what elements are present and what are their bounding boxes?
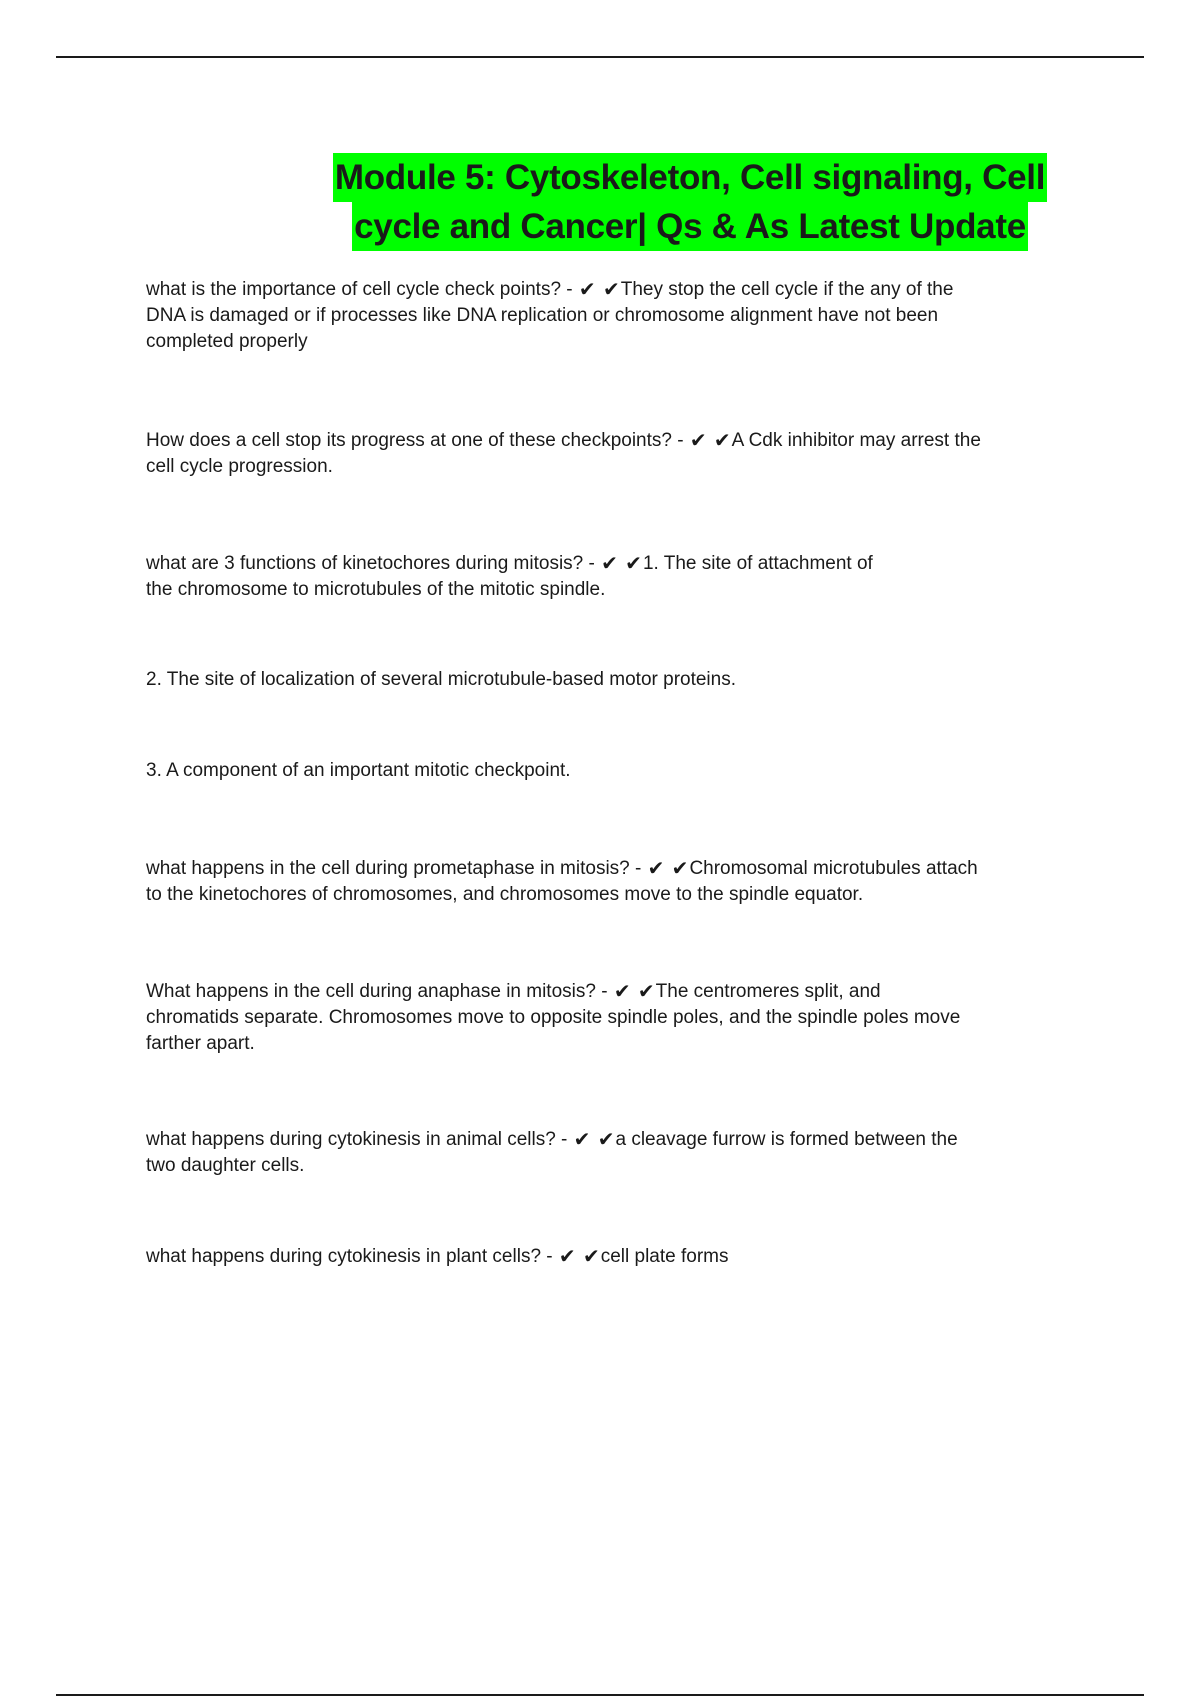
check-icon: ✔ <box>558 1244 576 1268</box>
qa-item-kinetochore-functions <box>146 551 873 603</box>
answer-text: cell plate forms <box>600 1246 729 1267</box>
qa-item-anaphase <box>146 979 960 1057</box>
answer-text: 3. A component of an important mitotic checkpoint. <box>146 760 571 781</box>
qa-item-cytokinesis-plant <box>146 1244 729 1270</box>
check-icon: ✔ <box>625 551 642 575</box>
answer-text: 1. The site of attachment of <box>642 553 873 574</box>
check-icon: ✔ <box>647 856 665 880</box>
question-text: what happens during cytokinesis in plant cells? - <box>146 1246 558 1267</box>
question-text: What happens in the cell during anaphase in mitosis? - <box>146 981 613 1002</box>
answer-text: They stop the cell cycle if the any of the <box>620 279 954 300</box>
check-icon: ✔ <box>573 1127 591 1151</box>
check-icon: ✔ <box>578 277 596 301</box>
qa-item-checkpoint-stop <box>146 428 981 480</box>
check-icon: ✔ <box>602 277 620 301</box>
bottom-rule <box>56 1694 1144 1696</box>
top-rule <box>56 56 1144 58</box>
title-line-1: Module 5: Cytoskeleton, Cell signaling, Cell <box>333 153 1047 202</box>
answer-text: a cleavage furrow is formed between the <box>615 1129 958 1150</box>
question-text: what happens during cytokinesis in animal cells? - <box>146 1129 573 1150</box>
answer-text: two daughter cells. <box>146 1155 305 1176</box>
question-text: what are 3 functions of kinetochores during mitosis? - <box>146 553 601 574</box>
check-icon: ✔ <box>637 979 655 1003</box>
answer-text: Chromosomal microtubules attach <box>689 858 978 879</box>
question-text: How does a cell stop its progress at one of these checkpoints? - <box>146 430 689 451</box>
question-text: what happens in the cell during prometaphase in mitosis? - <box>146 858 647 879</box>
check-icon: ✔ <box>713 428 731 452</box>
check-icon: ✔ <box>613 979 631 1003</box>
answer-text: The centromeres split, and <box>655 981 881 1002</box>
check-icon: ✔ <box>597 1127 615 1151</box>
title-line-2: cycle and Cancer| Qs & As Latest Update <box>352 202 1028 251</box>
answer-text: to the kinetochores of chromosomes, and chromosomes move to the spindle equator. <box>146 884 864 905</box>
answer-text: chromatids separate. Chromosomes move to opposite spindle poles, and the spindle poles move <box>146 1007 961 1028</box>
qa-item-kinetochore-function-3 <box>146 758 571 784</box>
answer-text: the chromosome to microtubules of the mitotic spindle. <box>146 579 606 600</box>
check-icon: ✔ <box>601 551 618 575</box>
answer-text: cell cycle progression. <box>146 456 333 477</box>
qa-item-cytokinesis-animal <box>146 1127 958 1179</box>
answer-text: A Cdk inhibitor may arrest the <box>731 430 981 451</box>
check-icon: ✔ <box>671 856 689 880</box>
answer-text: DNA is damaged or if processes like DNA replication or chromosome alignment have not been <box>146 305 939 326</box>
check-icon: ✔ <box>689 428 707 452</box>
question-text: what is the importance of cell cycle check points? - <box>146 279 578 300</box>
answer-text: completed properly <box>146 331 308 352</box>
qa-item-prometaphase <box>146 856 978 908</box>
check-icon: ✔ <box>582 1244 600 1268</box>
qa-item-kinetochore-function-2 <box>146 667 736 693</box>
qa-item-checkpoints-importance <box>146 277 953 355</box>
page-title <box>310 153 1070 251</box>
answer-text: farther apart. <box>146 1033 255 1054</box>
answer-text: 2. The site of localization of several microtubule-based motor proteins. <box>146 669 737 690</box>
